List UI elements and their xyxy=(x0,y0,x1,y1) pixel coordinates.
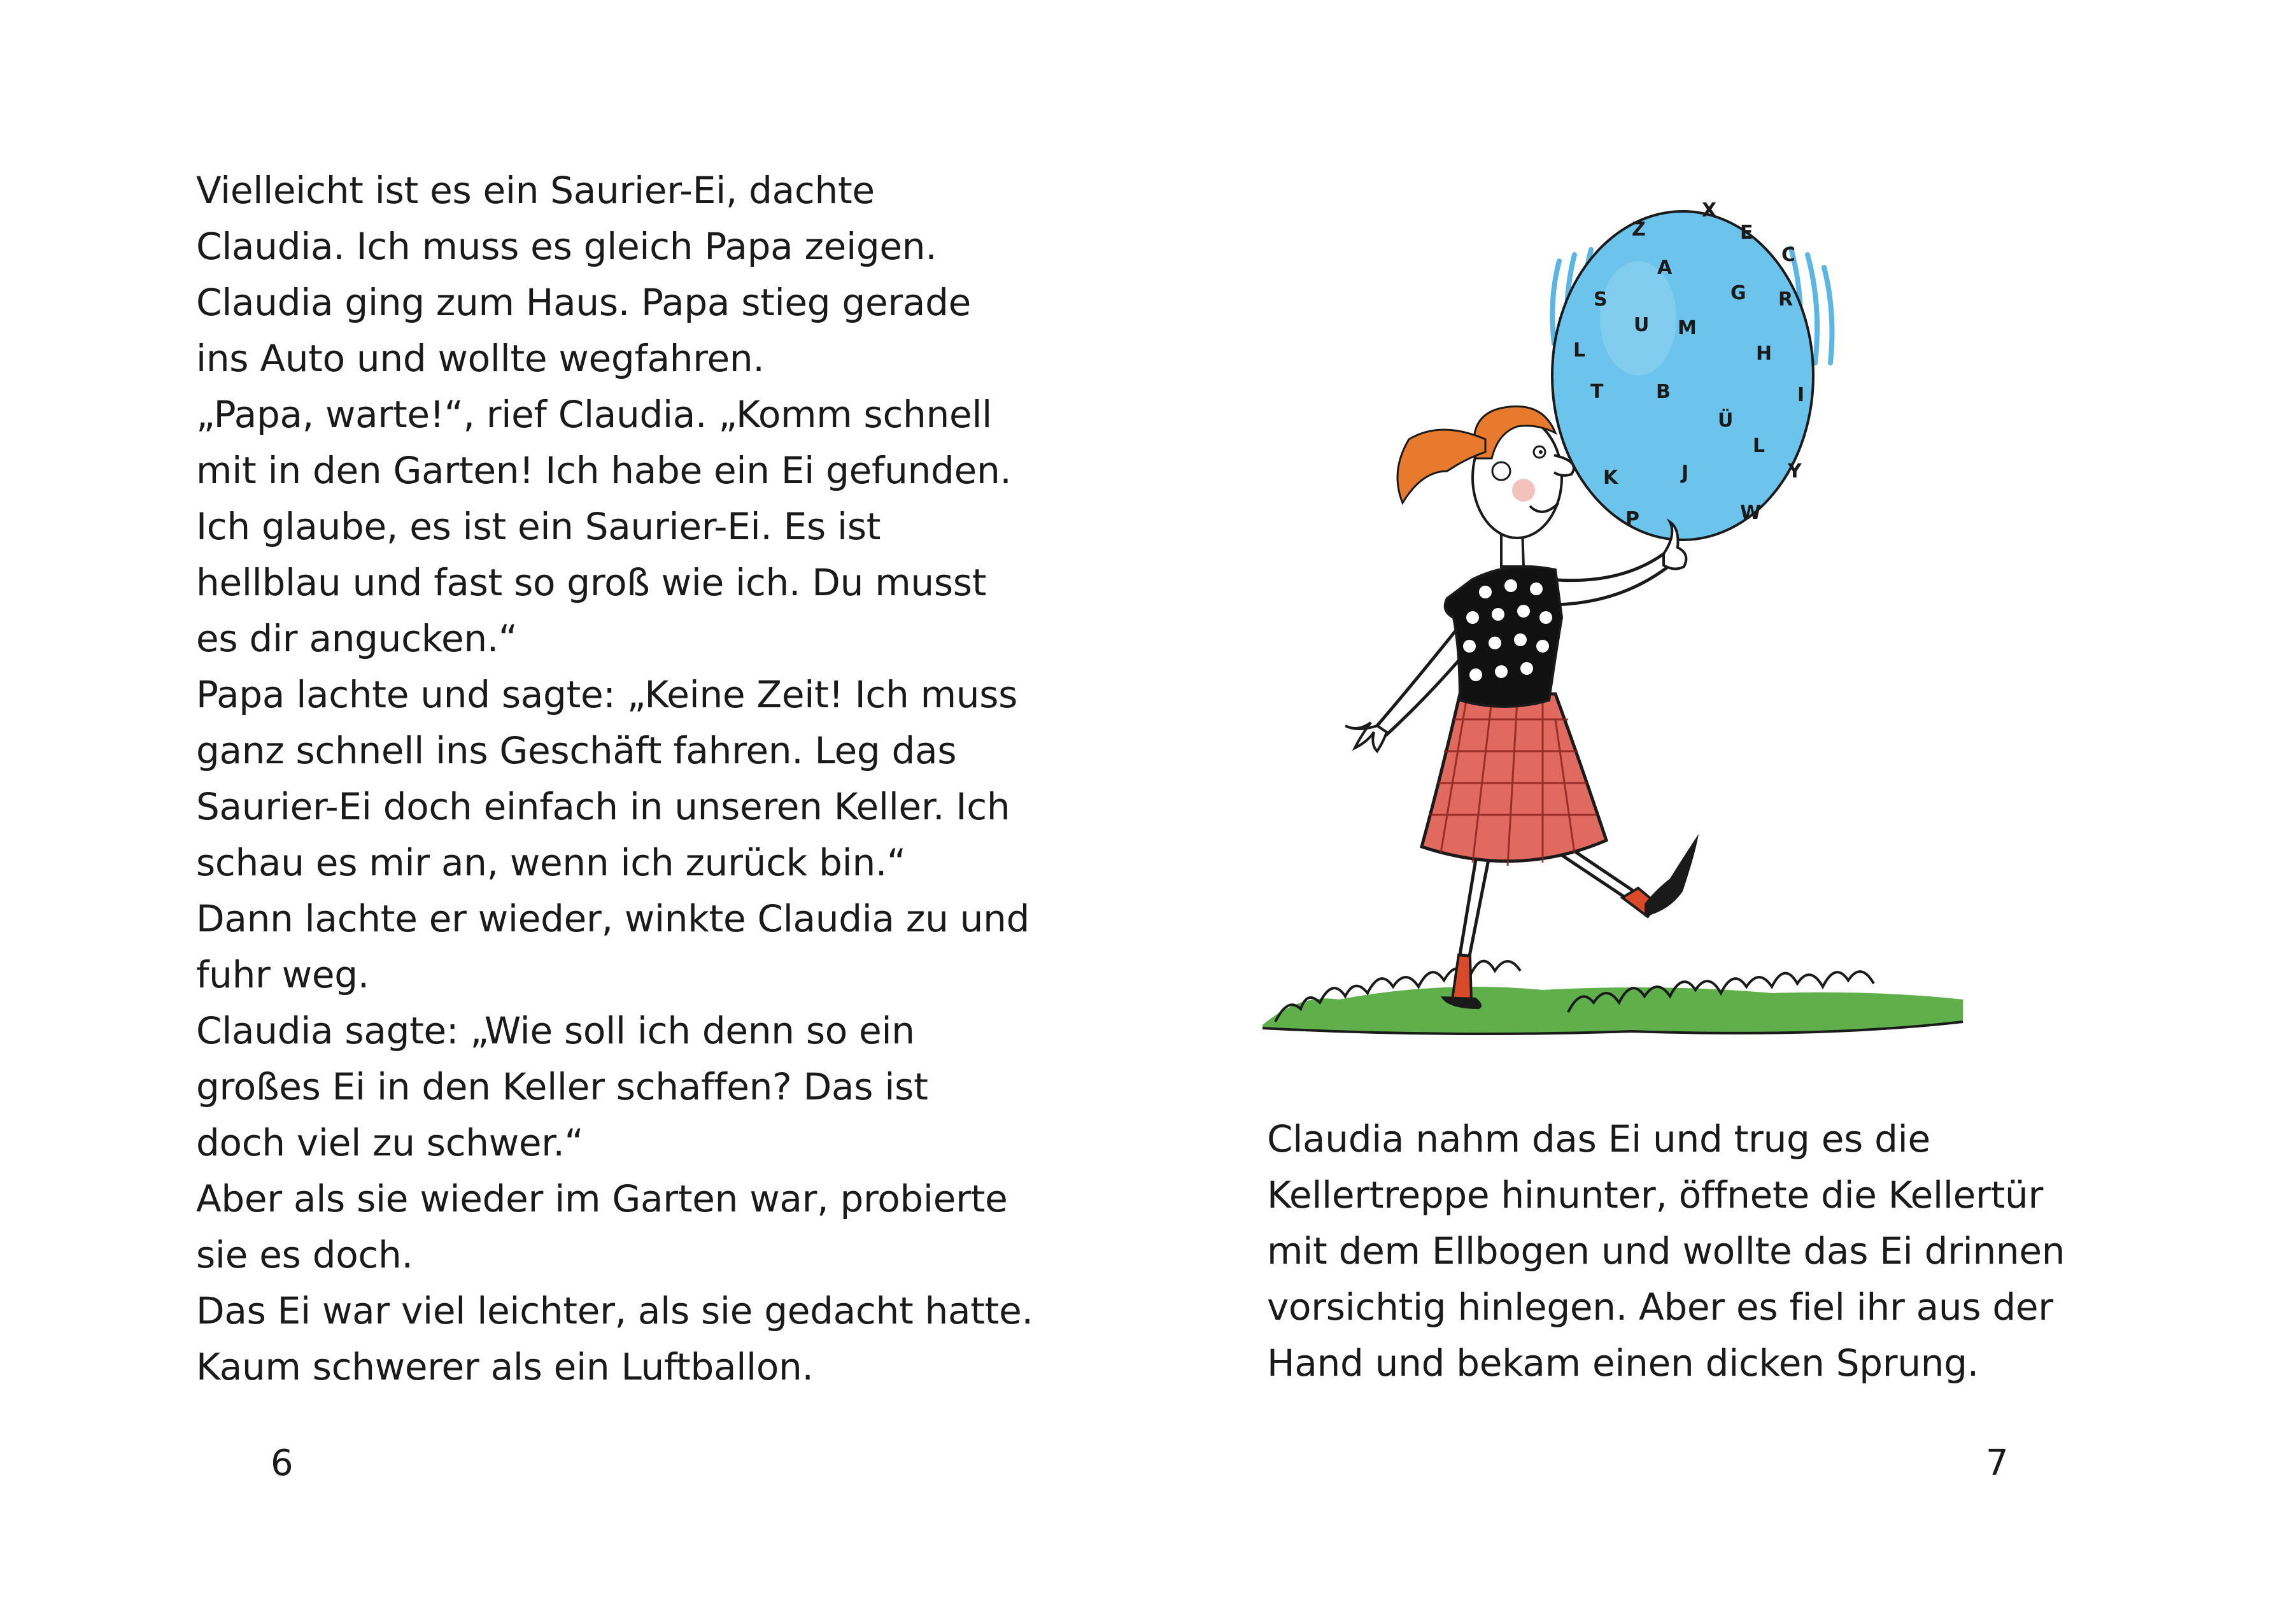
egg-letter: C xyxy=(1781,244,1796,266)
left-page-text xyxy=(196,162,1033,1395)
egg-letter: K xyxy=(1603,467,1618,489)
text-line: ganz schnell ins Geschäft fahren. Leg das xyxy=(196,729,957,772)
right-page-text xyxy=(1267,1111,2065,1391)
egg-letter: S xyxy=(1594,288,1608,311)
text-line: schau es mir an, wenn ich zurück bin.“ xyxy=(196,841,906,884)
text-line: „Papa, warte!“, rief Claudia. „Komm schnell xyxy=(196,393,992,436)
text-line: Das Ei war viel leichter, als sie gedacht hatte. xyxy=(196,1289,1033,1332)
text-line: Claudia ging zum Haus. Papa stieg gerade xyxy=(196,281,972,324)
left-page xyxy=(0,0,1135,1624)
right-page xyxy=(1135,0,2271,1624)
text-line: Saurier-Ei doch einfach in unseren Keller. Ich xyxy=(196,785,1010,828)
text-line: mit dem Ellbogen und wollte das Ei drinnen xyxy=(1267,1229,2065,1273)
text-line: vorsichtig hinlegen. Aber es fiel ihr aus der xyxy=(1267,1285,2053,1329)
text-line: Claudia nahm das Ei und trug es die xyxy=(1267,1117,1930,1161)
text-line: Papa lachte und sagte: „Keine Zeit! Ich muss xyxy=(196,673,1018,716)
skirt xyxy=(1422,694,1606,866)
text-line: Dann lachte er wieder, winkte Claudia zu und xyxy=(196,897,1030,940)
text-line: mit in den Garten! Ich habe ein Ei gefunden. xyxy=(196,449,1012,492)
text-line: Vielleicht ist es ein Saurier-Ei, dachte xyxy=(196,169,875,212)
shirt xyxy=(1445,567,1562,707)
egg-letter: A xyxy=(1657,257,1673,279)
egg-letter: P xyxy=(1625,508,1639,530)
egg xyxy=(1552,211,1813,540)
text-line: Kellertreppe hinunter, öffnete die Kellertür xyxy=(1267,1173,2044,1217)
egg-letter: J xyxy=(1681,462,1689,484)
text-line: ins Auto und wollte wegfahren. xyxy=(196,337,765,380)
text-line: Hand und bekam einen dicken Sprung. xyxy=(1267,1341,1979,1385)
egg-letter: Y xyxy=(1788,460,1802,483)
text-line: Aber als sie wieder im Garten war, probierte xyxy=(196,1177,1008,1220)
egg-letter: B xyxy=(1656,381,1671,403)
grass xyxy=(1263,961,1963,1034)
egg-letter: G xyxy=(1730,282,1746,304)
egg-letter: H xyxy=(1756,342,1772,365)
egg-letter: T xyxy=(1590,381,1604,403)
egg-letter: Z xyxy=(1632,218,1646,241)
text-line: doch viel zu schwer.“ xyxy=(196,1121,584,1164)
text-line: großes Ei in den Keller schaffen? Das ist xyxy=(196,1065,928,1108)
text-line: Claudia. Ich muss es gleich Papa zeigen. xyxy=(196,225,937,268)
egg-letter: X xyxy=(1702,199,1717,222)
egg-letter: R xyxy=(1778,288,1793,311)
text-line: hellblau und fast so groß wie ich. Du musst xyxy=(196,561,987,604)
page-number: 6 xyxy=(271,1443,294,1484)
egg-letter: L xyxy=(1753,435,1765,457)
egg-letter: E xyxy=(1740,222,1753,244)
text-line: es dir angucken.“ xyxy=(196,617,518,660)
text-line: Ich glaube, es ist ein Saurier-Ei. Es ist xyxy=(196,505,881,548)
egg-letter: W xyxy=(1740,502,1762,524)
egg-letter: Ü xyxy=(1718,409,1734,432)
girl-balancing-egg-illustration xyxy=(1250,172,1976,1050)
text-line: Claudia sagte: „Wie soll ich denn so ein xyxy=(196,1009,915,1052)
text-line: sie es doch. xyxy=(196,1233,413,1276)
egg-letter: I xyxy=(1797,384,1805,406)
egg-letter: L xyxy=(1573,339,1586,362)
text-line: fuhr weg. xyxy=(196,953,369,996)
socks xyxy=(1452,888,1657,1001)
page-number: 7 xyxy=(1986,1443,2009,1484)
text-line: Kaum schwerer als ein Luftballon. xyxy=(196,1345,814,1388)
egg-letter: M xyxy=(1678,317,1697,339)
egg-letter: U xyxy=(1634,314,1650,336)
